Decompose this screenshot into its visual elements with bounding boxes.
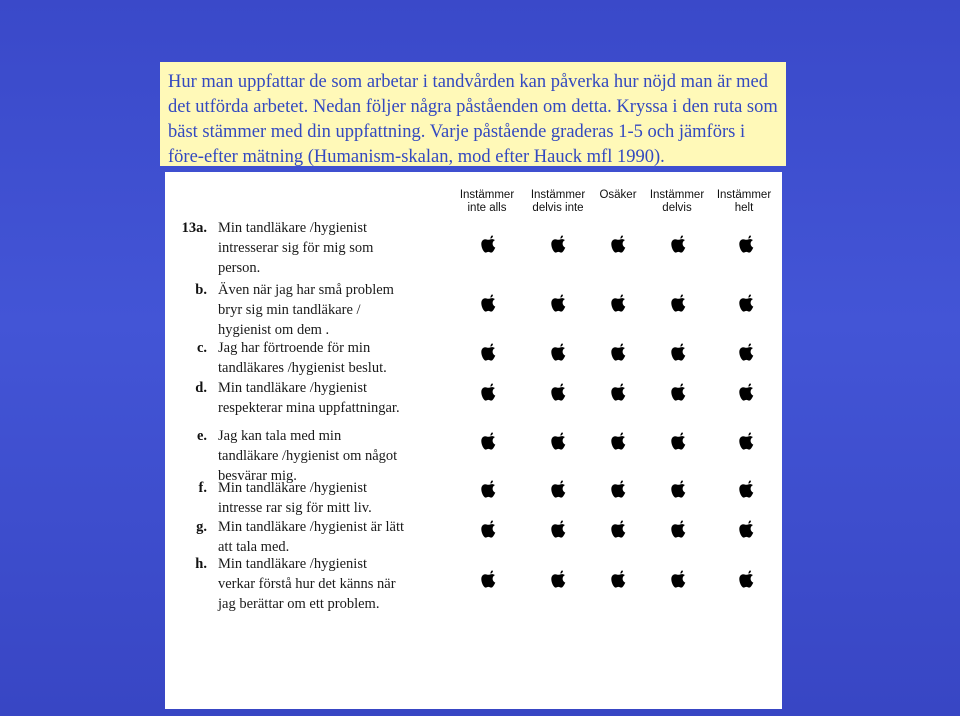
apple-icon (481, 294, 496, 312)
apple-icon (481, 480, 496, 498)
apple-icon (481, 520, 496, 538)
option-unsure[interactable] (607, 568, 629, 590)
apple-icon (551, 570, 566, 588)
question-text-line: person. (218, 260, 261, 276)
column-header-line: delvis inte (532, 202, 584, 214)
intro-line: Hur man uppfattar de som arbetar i tandvården kan påverka hur nöjd man är med (168, 72, 768, 92)
option-agree-partly[interactable] (667, 292, 689, 314)
apple-icon (671, 383, 686, 401)
question-number: f. (198, 480, 207, 496)
apple-icon (671, 520, 686, 538)
apple-icon (551, 383, 566, 401)
question-text (218, 378, 400, 418)
option-agree-fully[interactable] (735, 518, 757, 540)
apple-icon (611, 235, 626, 253)
option-disagree-fully[interactable] (477, 518, 499, 540)
option-unsure[interactable] (607, 292, 629, 314)
intro-line: det utförda arbetet. Nedan följer några påståenden om detta. Kryssa i den ruta som (168, 97, 778, 117)
column-header-line: Osäker (599, 189, 637, 201)
apple-icon (611, 570, 626, 588)
option-agree-fully[interactable] (735, 430, 757, 452)
apple-icon (671, 480, 686, 498)
question-text (218, 426, 397, 486)
question-text (218, 554, 396, 614)
apple-icon (739, 432, 754, 450)
option-unsure[interactable] (607, 518, 629, 540)
option-disagree-fully[interactable] (477, 568, 499, 590)
option-agree-fully[interactable] (735, 292, 757, 314)
question-text-line: Min tandläkare /hygienist (218, 480, 367, 496)
question-text-line: verkar förstå hur det känns när (218, 576, 396, 592)
question-number: d. (195, 380, 207, 396)
question-number: e. (196, 428, 207, 444)
question-text-line: tandläkares /hygienist beslut. (218, 360, 387, 376)
question-text-line: intresserar sig för mig som (218, 240, 374, 256)
option-disagree-fully[interactable] (477, 341, 499, 363)
apple-icon (551, 520, 566, 538)
option-disagree-fully[interactable] (477, 478, 499, 500)
question-number: g. (196, 519, 207, 535)
apple-icon (671, 294, 686, 312)
question-text-line: Min tandläkare /hygienist är lätt (218, 519, 405, 535)
question-text-line: Min tandläkare /hygienist (218, 380, 367, 396)
column-header-line: Instämmer (459, 189, 515, 201)
option-agree-partly[interactable] (667, 233, 689, 255)
option-unsure[interactable] (607, 381, 629, 403)
option-unsure[interactable] (607, 341, 629, 363)
apple-icon (611, 520, 626, 538)
question-text (218, 478, 372, 518)
question-text-line: jag berättar om ett problem. (218, 596, 380, 612)
option-disagree-fully[interactable] (477, 233, 499, 255)
question-text (218, 517, 404, 557)
question-text-line: Även när jag har små problem (218, 282, 394, 298)
question-text-line: intresse rar sig för mitt liv. (218, 500, 372, 516)
apple-icon (481, 235, 496, 253)
apple-icon (481, 570, 496, 588)
question-number: h. (195, 556, 207, 572)
question-text-line: Jag har förtroende för min (218, 340, 371, 356)
apple-icon (611, 432, 626, 450)
option-agree-partly[interactable] (667, 430, 689, 452)
question-text-line: besvärar mig. (218, 468, 297, 484)
option-unsure[interactable] (607, 478, 629, 500)
option-disagree-partly[interactable] (547, 568, 569, 590)
option-disagree-partly[interactable] (547, 233, 569, 255)
apple-icon (611, 383, 626, 401)
option-agree-partly[interactable] (667, 518, 689, 540)
apple-icon (671, 570, 686, 588)
intro-box (160, 62, 786, 166)
option-disagree-fully[interactable] (477, 292, 499, 314)
apple-icon (551, 480, 566, 498)
option-disagree-fully[interactable] (477, 430, 499, 452)
option-agree-fully[interactable] (735, 233, 757, 255)
apple-icon (611, 294, 626, 312)
option-disagree-fully[interactable] (477, 381, 499, 403)
apple-icon (739, 570, 754, 588)
apple-icon (481, 432, 496, 450)
question-text-line: Min tandläkare /hygienist (218, 220, 367, 236)
column-header-line: Instämmer (530, 189, 586, 201)
question-number: 13a. (181, 220, 207, 236)
column-header-line: Instämmer (649, 189, 705, 201)
survey-panel (165, 172, 782, 709)
apple-icon (739, 480, 754, 498)
option-agree-partly[interactable] (667, 381, 689, 403)
apple-icon (551, 343, 566, 361)
intro-line: före-efter mätning (Humanism-skalan, mod efter Hauck mfl 1990). (168, 147, 665, 167)
option-agree-partly[interactable] (667, 478, 689, 500)
apple-icon (551, 235, 566, 253)
column-header-disagree-fully (450, 189, 524, 215)
question-text-line: att tala med. (218, 539, 290, 555)
option-agree-fully[interactable] (735, 478, 757, 500)
option-disagree-partly[interactable] (547, 381, 569, 403)
question-text-line: Jag kan tala med min (218, 428, 342, 444)
apple-icon (739, 343, 754, 361)
question-text-line: tandläkare /hygienist om något (218, 448, 398, 464)
apple-icon (671, 432, 686, 450)
apple-icon (481, 343, 496, 361)
option-agree-partly[interactable] (667, 341, 689, 363)
column-header-agree-fully (707, 189, 781, 215)
option-agree-partly[interactable] (667, 568, 689, 590)
apple-icon (551, 294, 566, 312)
question-text (218, 218, 373, 278)
apple-icon (671, 343, 686, 361)
option-disagree-partly[interactable] (547, 518, 569, 540)
option-unsure[interactable] (607, 233, 629, 255)
apple-icon (739, 383, 754, 401)
option-disagree-partly[interactable] (547, 292, 569, 314)
column-header-line: helt (734, 202, 754, 214)
intro-line: bäst stämmer med din uppfattning. Varje påstående graderas 1-5 och jämförs i (168, 122, 746, 142)
option-unsure[interactable] (607, 430, 629, 452)
column-header-line: delvis (662, 202, 692, 214)
option-agree-fully[interactable] (735, 341, 757, 363)
apple-icon (611, 480, 626, 498)
column-header-line: Instämmer (716, 189, 772, 201)
apple-icon (671, 235, 686, 253)
question-text-line: Min tandläkare /hygienist (218, 556, 367, 572)
question-number: c. (196, 340, 207, 356)
column-header-agree-partly (640, 189, 714, 215)
apple-icon (551, 432, 566, 450)
apple-icon (481, 383, 496, 401)
apple-icon (739, 235, 754, 253)
apple-icon (739, 520, 754, 538)
question-number: b. (195, 282, 207, 298)
question-text (218, 338, 387, 378)
option-agree-fully[interactable] (735, 568, 757, 590)
option-agree-fully[interactable] (735, 381, 757, 403)
option-disagree-partly[interactable] (547, 341, 569, 363)
option-disagree-partly[interactable] (547, 430, 569, 452)
question-text-line: bryr sig min tandläkare / (218, 302, 361, 318)
question-text (218, 280, 394, 340)
apple-icon (611, 343, 626, 361)
apple-icon (739, 294, 754, 312)
question-text-line: hygienist om dem . (218, 322, 330, 338)
option-disagree-partly[interactable] (547, 478, 569, 500)
question-text-line: respekterar mina uppfattningar. (218, 400, 400, 416)
column-header-line: inte alls (467, 202, 507, 214)
